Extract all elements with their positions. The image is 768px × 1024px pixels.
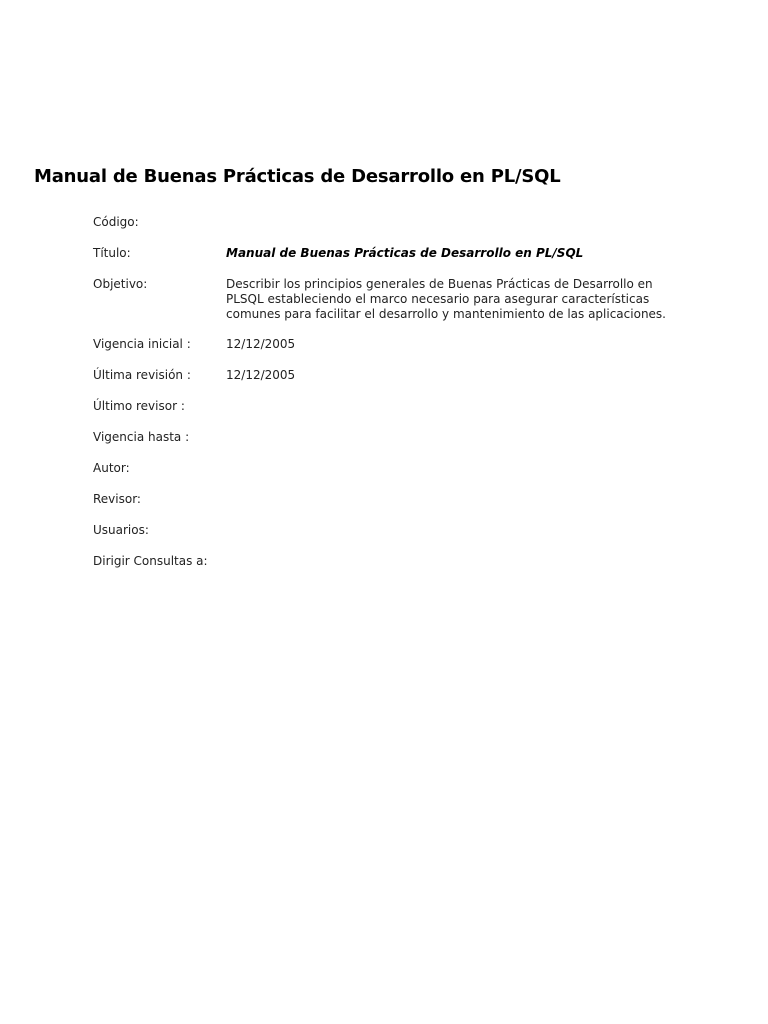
field-value: Manual de Buenas Prácticas de Desarrollo en PL/SQL	[226, 246, 584, 260]
field-label: Usuarios:	[93, 523, 149, 537]
field-label: Vigencia inicial :	[93, 337, 191, 351]
field-revisor	[93, 492, 673, 507]
field-dirigir-consultas	[93, 554, 673, 569]
field-label: Revisor:	[93, 492, 141, 506]
field-ultima-revision	[93, 368, 673, 383]
field-value	[226, 277, 673, 322]
field-objetivo	[93, 277, 673, 322]
objetivo-line: comunes para facilitar el desarrollo y mantenimiento de las aplicaciones.	[226, 307, 666, 321]
field-label: Última revisión :	[93, 368, 191, 382]
field-titulo	[93, 246, 673, 261]
field-codigo	[93, 215, 673, 230]
field-autor	[93, 461, 673, 476]
field-ultimo-revisor	[93, 399, 673, 414]
field-label: Código:	[93, 215, 139, 229]
document-title: Manual de Buenas Prácticas de Desarrollo en PL/SQL	[34, 166, 561, 187]
field-label: Dirigir Consultas a:	[93, 554, 208, 568]
field-vigencia-inicial	[93, 337, 673, 352]
field-label: Objetivo:	[93, 277, 148, 291]
field-usuarios	[93, 523, 673, 538]
objetivo-line: PLSQL estableciendo el marco necesario para asegurar características	[226, 292, 650, 306]
field-label: Título:	[93, 246, 131, 260]
objetivo-line: Describir los principios generales de Buenas Prácticas de Desarrollo en	[226, 277, 653, 291]
field-label: Autor:	[93, 461, 130, 475]
field-value: 12/12/2005	[226, 368, 296, 382]
metadata-table	[93, 215, 673, 585]
field-label: Vigencia hasta :	[93, 430, 190, 444]
field-label: Último revisor :	[93, 399, 185, 413]
field-vigencia-hasta	[93, 430, 673, 445]
field-value: 12/12/2005	[226, 337, 296, 351]
